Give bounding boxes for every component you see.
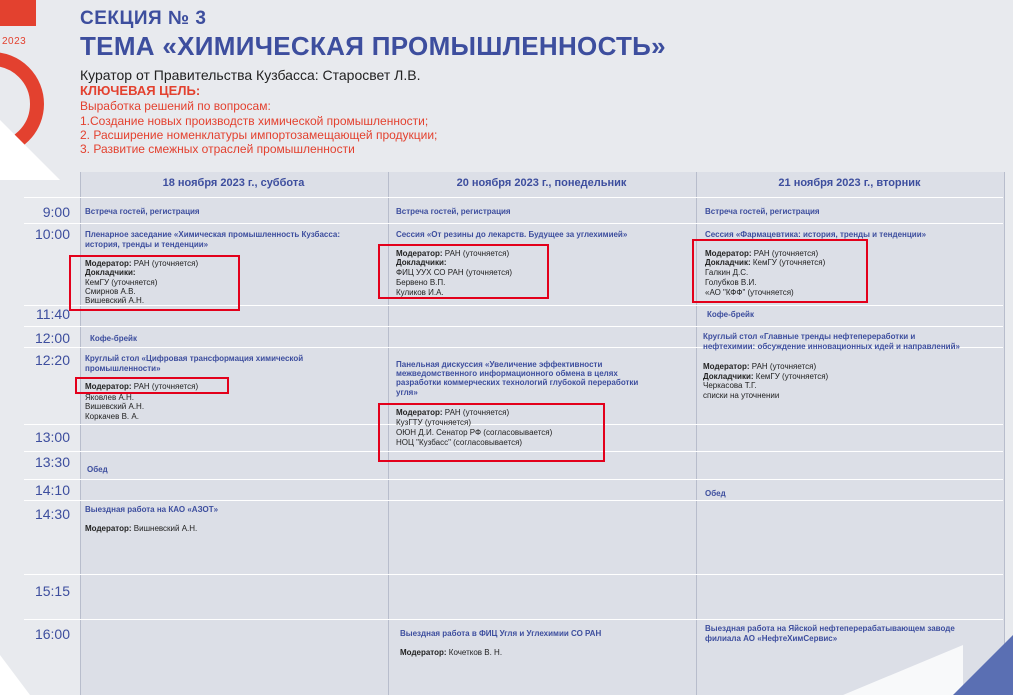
speaker-value: КемГУ (уточняется) xyxy=(752,258,826,267)
moderator-value: РАН (уточняется) xyxy=(444,249,510,258)
time-label: 14:30 xyxy=(34,506,70,522)
page-title: ТЕМА «ХИМИЧЕСКАЯ ПРОМЫШЛЕННОСТЬ» xyxy=(80,31,666,61)
event-title: филиала АО «НефтеХимСервис» xyxy=(705,634,838,643)
event-title: Выездная работа на Яйской нефтеперерабатывающем заводе xyxy=(705,624,955,633)
event-title: Кофе-брейк xyxy=(707,310,754,319)
event-title: Встреча гостей, регистрация xyxy=(705,207,820,216)
moderator-line xyxy=(400,648,502,658)
moderator-value: Кочетков В. Н. xyxy=(448,648,503,657)
day-header-1: 18 ноября 2023 г., суббота xyxy=(162,177,305,189)
moderator-label: Модератор: xyxy=(85,259,132,268)
speaker-value: КемГУ (уточняется) xyxy=(755,372,829,381)
speakers-label: Докладчики: xyxy=(396,258,447,267)
time-label: 11:40 xyxy=(36,306,70,322)
moderator-label: Модератор: xyxy=(400,648,447,657)
event-title: межведомственного информационного обмена в целях xyxy=(396,369,618,378)
event-title: нефтехимии: обсуждение инновационных идей и направлений» xyxy=(703,342,960,351)
goal-line: Выработка решений по вопросам: xyxy=(80,99,271,113)
speaker-name: НОЦ "Кузбасс" (согласовывается) xyxy=(396,438,523,447)
event-title: Обед xyxy=(705,489,726,498)
time-label: 16:00 xyxy=(34,626,70,642)
speaker-name: ОЮН Д.И. Сенатор РФ (согласовывается) xyxy=(396,428,553,437)
event-title: Сессия «От резины до лекарств. Будущее за углехимией» xyxy=(396,230,628,239)
goal-line: 2. Расширение номенклатуры импортозамещающей продукции; xyxy=(80,128,438,142)
corner-triangle-decoration-left xyxy=(0,655,30,695)
speaker-name: Смирнов А.В. xyxy=(85,287,136,296)
speaker-name: Яковлев А.Н. xyxy=(85,393,135,402)
event-title: Обед xyxy=(87,465,108,474)
event-title: Выездная работа на КАО «АЗОТ» xyxy=(85,505,219,514)
event-title: Панельная дискуссия «Увеличение эффективности xyxy=(396,360,603,369)
event-title: промышленности» xyxy=(85,364,161,373)
moderator-label: Модератор: xyxy=(396,408,443,417)
day-header-3: 21 ноября 2023 г., вторник xyxy=(778,177,921,189)
year-label: 2023 xyxy=(2,36,27,47)
time-label: 14:10 xyxy=(34,482,70,498)
highlight-box xyxy=(378,244,549,299)
speaker-name: списки на уточнении xyxy=(703,391,780,400)
highlight-box xyxy=(692,239,868,303)
grid-line xyxy=(24,619,1003,620)
speaker-name: Вишевский А.Н. xyxy=(85,296,145,305)
event-title: разработки коммерческих технологий глубокой переработки xyxy=(396,378,639,387)
speaker-name: «АО "КФФ" (уточняется) xyxy=(705,288,794,297)
speaker-label: Докладчик: xyxy=(705,258,751,267)
event-title: Кофе-брейк xyxy=(90,334,137,343)
time-label: 15:15 xyxy=(34,583,70,599)
moderator-line xyxy=(703,362,816,372)
event-title: Встреча гостей, регистрация xyxy=(396,207,511,216)
day-column-1 xyxy=(80,172,389,695)
event-title: Пленарное заседание «Химическая промышленность Кузбасса: xyxy=(85,230,341,239)
grid-line xyxy=(24,479,1003,480)
speaker-name: Куликов И.А. xyxy=(396,288,444,297)
curator-line: Куратор от Правительства Кузбасса: Старосвет Л.В. xyxy=(80,67,421,83)
speaker-name: Бервено В.П. xyxy=(396,278,446,287)
time-label: 12:20 xyxy=(34,352,70,368)
speaker-name: Коркачев В. А. xyxy=(85,412,139,421)
time-label: 10:00 xyxy=(34,226,70,242)
moderator-value: Вишневский А.Н. xyxy=(133,524,198,533)
event-title: Встреча гостей, регистрация xyxy=(85,207,200,216)
goal-title: КЛЮЧЕВАЯ ЦЕЛЬ: xyxy=(80,83,201,98)
moderator-label: Модератор: xyxy=(705,249,752,258)
moderator-value: РАН (уточняется) xyxy=(133,382,199,391)
moderator-line xyxy=(85,524,197,534)
grid-line xyxy=(24,326,1003,327)
highlight-box xyxy=(75,377,229,394)
goal-line: 1.Создание новых производств химической промышленности; xyxy=(80,114,429,128)
event-title: Круглый стол «Главные тренды нефтепереработки и xyxy=(703,332,916,341)
grid-line xyxy=(24,574,1003,575)
speaker-name: Черкасова Т.Г. xyxy=(703,381,757,390)
speakers-label: Докладчики: xyxy=(85,268,136,277)
moderator-label: Модератор: xyxy=(85,524,132,533)
event-title: Круглый стол «Цифровая трансформация химической xyxy=(85,354,304,363)
goal-line: 3. Развитие смежных отраслей промышленности xyxy=(80,142,355,156)
red-bar-decoration xyxy=(0,0,36,26)
speaker-name: ФИЦ УУХ СО РАН (уточняется) xyxy=(396,268,513,277)
speaker-name: Галкин Д.С. xyxy=(705,268,749,277)
speakers-label: Докладчики: xyxy=(703,372,754,381)
moderator-label: Модератор: xyxy=(396,249,443,258)
event-title: угля» xyxy=(396,388,418,397)
moderator-value: РАН (уточняется) xyxy=(751,362,817,371)
speaker-name: Вишевский А.Н. xyxy=(85,402,145,411)
moderator-label: Модератор: xyxy=(703,362,750,371)
speaker-name: Голубков В.И. xyxy=(705,278,757,287)
moderator-value: РАН (уточняется) xyxy=(444,408,510,417)
white-triangle-decoration xyxy=(0,120,60,180)
day-header-2: 20 ноября 2023 г., понедельник xyxy=(456,177,627,189)
corner-triangle-decoration-white xyxy=(843,645,963,695)
time-label: 9:00 xyxy=(42,204,70,220)
highlight-box xyxy=(69,255,240,311)
moderator-value: РАН (уточняется) xyxy=(753,249,819,258)
moderator-value: РАН (уточняется) xyxy=(133,259,199,268)
event-title: история, тренды и тенденции» xyxy=(85,240,209,249)
event-title: Выездная работа в ФИЦ Угля и Углехимии СО РАН xyxy=(400,629,602,638)
grid-line xyxy=(24,197,1003,198)
moderator-label: Модератор: xyxy=(85,382,132,391)
time-label: 13:30 xyxy=(34,454,70,470)
grid-line xyxy=(24,500,1003,501)
corner-triangle-decoration-blue xyxy=(953,635,1013,695)
speaker-name: КузГТУ (уточняется) xyxy=(396,418,472,427)
section-label: СЕКЦИЯ № 3 xyxy=(80,8,207,29)
speaker-name: КемГУ (уточняется) xyxy=(85,278,158,287)
grid-line xyxy=(24,223,1003,224)
time-label: 13:00 xyxy=(34,429,70,445)
highlight-box xyxy=(378,403,605,462)
time-label: 12:00 xyxy=(34,330,70,346)
event-title: Сессия «Фармацевтика: история, тренды и тенденции» xyxy=(705,230,927,239)
